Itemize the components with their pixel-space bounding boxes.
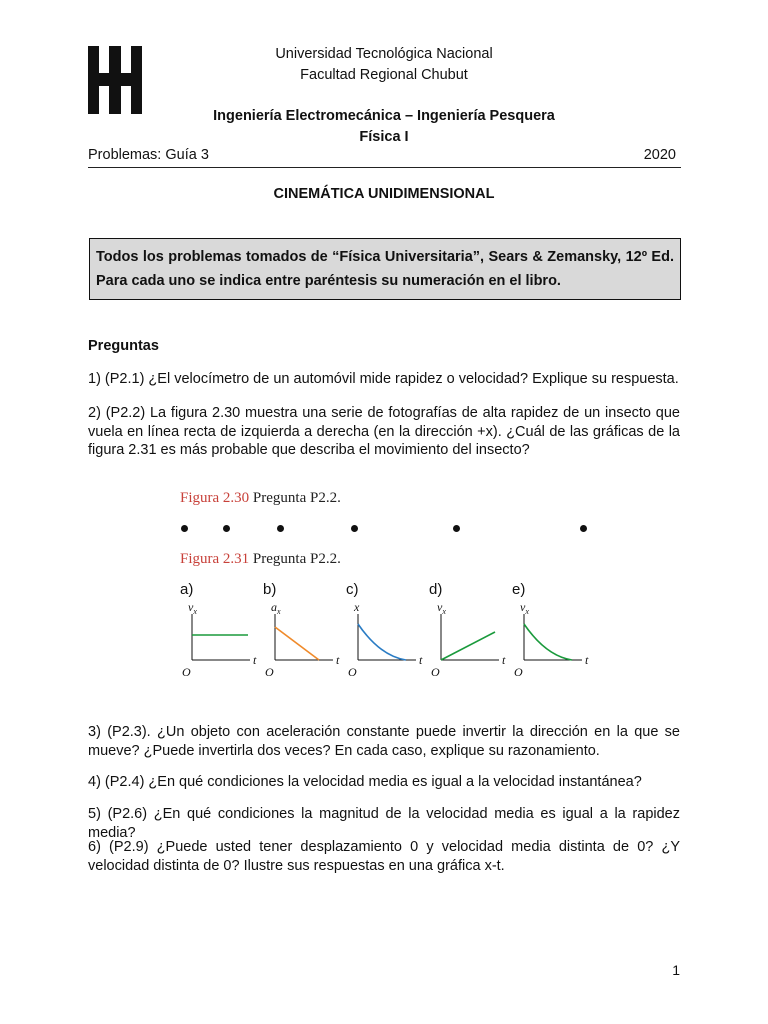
x-axis-label: t [253, 653, 257, 667]
section-heading: Preguntas [88, 338, 159, 354]
careers: Ingeniería Electromecánica – Ingeniería Pesquera [213, 108, 555, 124]
y-axis-subscript: x [442, 607, 446, 616]
question-4: 4) (P2.4) ¿En qué condiciones la velocidad media es igual a la velocidad instantánea? [88, 774, 642, 790]
graph-letter: c) [346, 581, 359, 598]
graph-d [429, 580, 511, 680]
source-note-line-2: Para cada uno se indica entre paréntesis su numeración en el libro. [96, 273, 561, 289]
document-title: CINEMÁTICA UNIDIMENSIONAL [273, 186, 495, 202]
origin-label: O [431, 665, 440, 679]
header-divider [88, 167, 681, 168]
origin-label: O [514, 665, 523, 679]
figure-2-30-number: Figura 2.30 [180, 490, 250, 506]
y-axis-label: $v_x$ [437, 600, 446, 616]
insect-photo-dot [277, 525, 284, 532]
y-axis-label: x [354, 600, 360, 614]
y-axis-label: $v_x$ [520, 600, 529, 616]
graph-a [180, 580, 262, 680]
graph-curve [275, 627, 319, 660]
graph-axes [512, 580, 594, 680]
insect-photo-dot [580, 525, 587, 532]
question-2: 2) (P2.2) La figura 2.30 muestra una serie de fotografías de alta rapidez de un insecto que vuela en línea recta de izquierda a derecha (en la dirección +x). ¿Cuál de las gráficas de la figura 2.31 es más probable que describa el movimiento del insecto? [88, 405, 680, 458]
graph-letter: d) [429, 581, 443, 598]
source-note-box [89, 238, 681, 300]
insect-photo-dot [351, 525, 358, 532]
question-1: 1) (P2.1) ¿El velocímetro de un automóvil mide rapidez o velocidad? Explique su respuesta. [88, 371, 679, 387]
graph-curve [524, 624, 572, 660]
page-number: 1 [672, 962, 680, 978]
origin-label: O [265, 665, 274, 679]
figure-2-30-caption: Pregunta P2.2. [252, 490, 341, 506]
y-axis-subscript: x [193, 607, 197, 616]
x-axis-label: t [336, 653, 340, 667]
question-6: 6) (P2.9) ¿Puede usted tener desplazamiento 0 y velocidad media distinta de 0? ¿Y velocidad distinta de 0? Ilustre sus respuestas en una gráfica x-t. [88, 839, 680, 874]
y-axis-label: $a_x$ [271, 600, 281, 616]
insect-photo-dot [181, 525, 188, 532]
subject: Física I [359, 129, 409, 145]
faculty-name: Facultad Regional Chubut [300, 67, 468, 83]
figure-2-30-title [180, 490, 341, 507]
graph-b [263, 580, 345, 680]
x-axis-label: t [419, 653, 423, 667]
graph-letter: e) [512, 581, 526, 598]
origin-label: O [348, 665, 357, 679]
graph-curve [358, 624, 406, 660]
y-axis-subscript: x [277, 607, 281, 616]
x-axis-label: t [502, 653, 506, 667]
graph-axes [429, 580, 511, 680]
figure-2-31-number: Figura 2.31 [180, 551, 250, 567]
insect-photo-dot [223, 525, 230, 532]
graph-curve [441, 632, 495, 660]
x-axis-label: t [585, 653, 589, 667]
graph-axes [180, 580, 262, 680]
graph-e [512, 580, 594, 680]
guide-label: Problemas: Guía 3 [88, 147, 209, 163]
question-5: 5) (P2.6) ¿En qué condiciones la magnitud de la velocidad media es igual a la rapidez media? [88, 806, 680, 841]
y-axis-subscript: x [525, 607, 529, 616]
graph-letter: b) [263, 581, 277, 598]
insect-photo-dot [453, 525, 460, 532]
source-note-line-1: Todos los problemas tomados de “Física Universitaria”, Sears & Zemansky, 12º Ed. [96, 249, 674, 265]
y-axis-label: $v_x$ [188, 600, 197, 616]
figure-2-31-caption: Pregunta P2.2. [252, 551, 341, 567]
graph-letter: a) [180, 581, 194, 598]
graph-axes [263, 580, 345, 680]
origin-label: O [182, 665, 191, 679]
year-label: 2020 [643, 147, 676, 163]
graph-c [346, 580, 428, 680]
figure-2-31-title [180, 551, 341, 568]
question-3: 3) (P2.3). ¿Un objeto con aceleración constante puede invertir la dirección en la que se mueve? ¿Puede invertirla dos veces? En cada caso, explique su razonamiento. [88, 724, 680, 759]
graph-axes [346, 580, 428, 680]
university-name: Universidad Tecnológica Nacional [275, 46, 493, 62]
